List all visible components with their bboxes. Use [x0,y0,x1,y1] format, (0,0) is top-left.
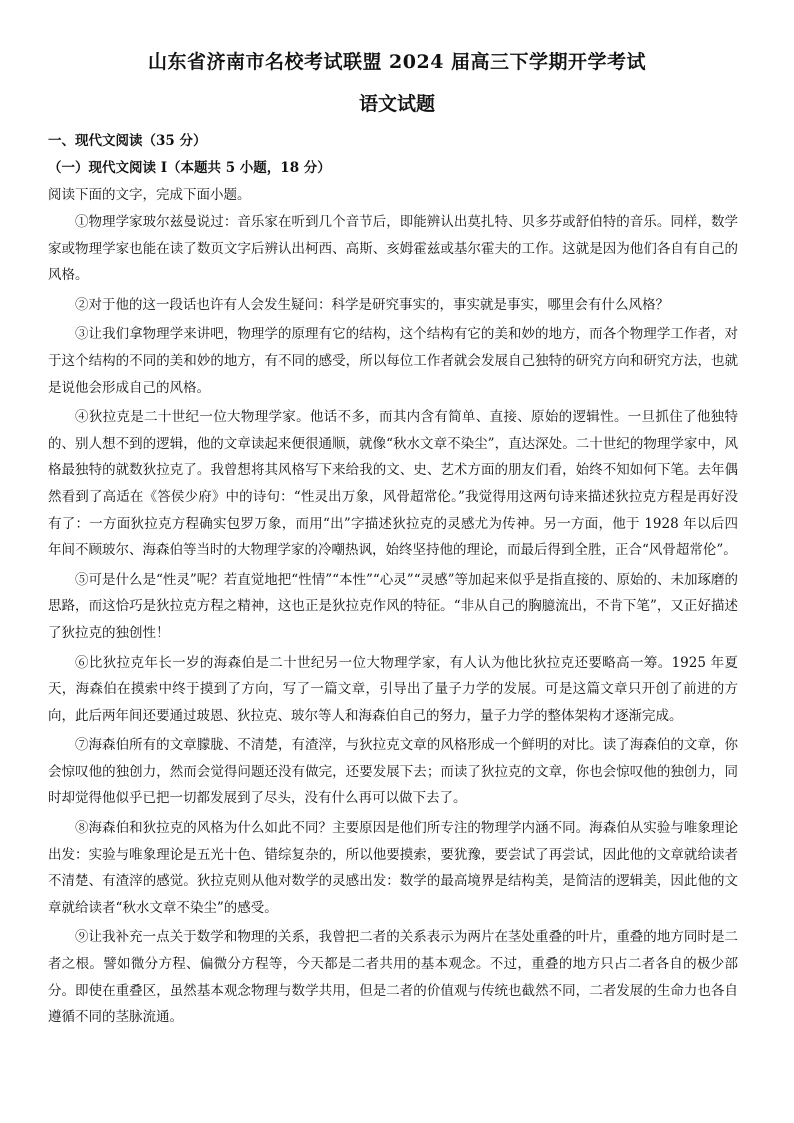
exam-title: 山东省济南市名校考试联盟 2024 届高三下学期开学考试 [147,51,647,73]
section-heading: 一、现代文阅读（35 分） [48,133,207,149]
paragraph-8: ⑧海森伯和狄拉克的风格为什么如此不同？主要原因是他们所专注的物理学内涵不同。海森伯从实验与唯象理论出发：实验与唯象理论是五光十色、错综复杂的，所以他要摸索，要犹豫，要尝试了再尝试，因此他的文章就给读者不清楚、有渣滓的感觉。狄拉克则从他对数学的灵感出发：数学的最高境界是结构美，是简洁的逻辑美，因此他的文章就给读者“秋水文章不染尘”的感受。 [48,820,738,916]
reading-instruction: 阅读下面的文字，完成下面小题。 [48,187,251,203]
sub-section-heading: （一）现代文阅读 I（本题共 5 小题，18 分） [48,160,331,176]
paragraph-4: ④狄拉克是二十世纪一位大物理学家。他话不多，而其内含有简单、直接、原始的逻辑性。一旦抓住了他独特的、别人想不到的逻辑，他的文章读起来便很通顺，就像“秋水文章不染尘”，直达深处。二十世纪的物理学家中，风格最独特的就数狄拉克了。我曾想将其风格写下来给我的文、史、艺术方面的朋友们看，始终不知如何下笔。去年偶然看到了高适在《答侯少府》中的诗句：“性灵出万象，风骨超常伦。”我觉得用这两句诗来描述狄拉克方程是再好没有了：一方面狄拉克方程确实包罗万象，而用“出”字描述狄拉克的灵感尤为传神。另一方面，他于 1928 年以后四年间不顾玻尔、海森伯等当时的大物理学家的冷嘲热讽，始终坚持他的理论，而最后得到全胜，正合“风骨超常伦”。 [48,409,738,559]
paragraph-9: ⑨让我补充一点关于数学和物理的关系，我曾把二者的关系表示为两片在茎处重叠的叶片，重叠的地方同时是二者之根。譬如微分方程、偏微分方程等，今天都是二者共用的基本观念。不过，重叠的地方只占二者各自的极少部分。即使在重叠区，虽然基本观念物理与数学共用，但是二者的价值观与传统也截然不同，二者发展的生命力也各自遵循不同的茎脉流通。 [48,929,738,1026]
reading-section [48,130,738,1031]
exam-subtitle: 语文试题 [358,93,435,115]
paragraph-7: ⑦海森伯所有的文章朦胧、不清楚，有渣滓，与狄拉克文章的风格形成一个鲜明的对比。读了海森伯的文章，你会惊叹他的独创力，然而会觉得问题还没有做完，还要发展下去；而读了狄拉克的文章，你也会惊叹他的独创力，同时却觉得他似乎已把一切都发展到了尽头，没有什么再可以做下去了。 [48,737,738,807]
paragraph-6: ⑥比狄拉克年长一岁的海森伯是二十世纪另一位大物理学家，有人认为他比狄拉克还要略高一筹。1925 年夏天，海森伯在摸索中终于摸到了方向，写了一篇文章，引导出了量子力学的发展。可是这篇文章只开创了前进的方向，此后两年间还要通过玻恩、狄拉克、玻尔等人和海森伯自己的努力，量子力学的整体架构才逐渐完成。 [48,654,738,724]
paragraph-3: ③让我们拿物理学来讲吧，物理学的原理有它的结构，这个结构有它的美和妙的地方，而各个物理学工作者，对于这个结构的不同的美和妙的地方，有不同的感受，所以每位工作者就会发展自己独特的研究方向和研究方法，也就是说他会形成自己的风格。 [48,326,738,396]
paragraph-5: ⑤可是什么是“性灵”呢？若直觉地把“性情”“本性”“心灵”“灵感”等加起来似乎是指直接的、原始的、未加琢磨的思路，而这恰巧是狄拉克方程之精神，这也正是狄拉克作风的特征。“非从自己的胸臆流出，不肯下笔”，又正好描述了狄拉克的独创性！ [48,571,739,641]
paragraph-2: ②对于他的这一段话也许有人会发生疑问：科学是研究事实的，事实就是事实，哪里会有什么风格？ [75,296,669,313]
paragraph-1: ①物理学家玻尔兹曼说过：音乐家在听到几个音节后，即能辨认出莫扎特、贝多芬或舒伯特的音乐。同样，数学家或物理学家也能在读了数页文字后辨认出柯西、高斯、亥姆霍兹或基尔霍夫的工作。这就是因为他们各自有自己的风格。 [48,214,738,284]
